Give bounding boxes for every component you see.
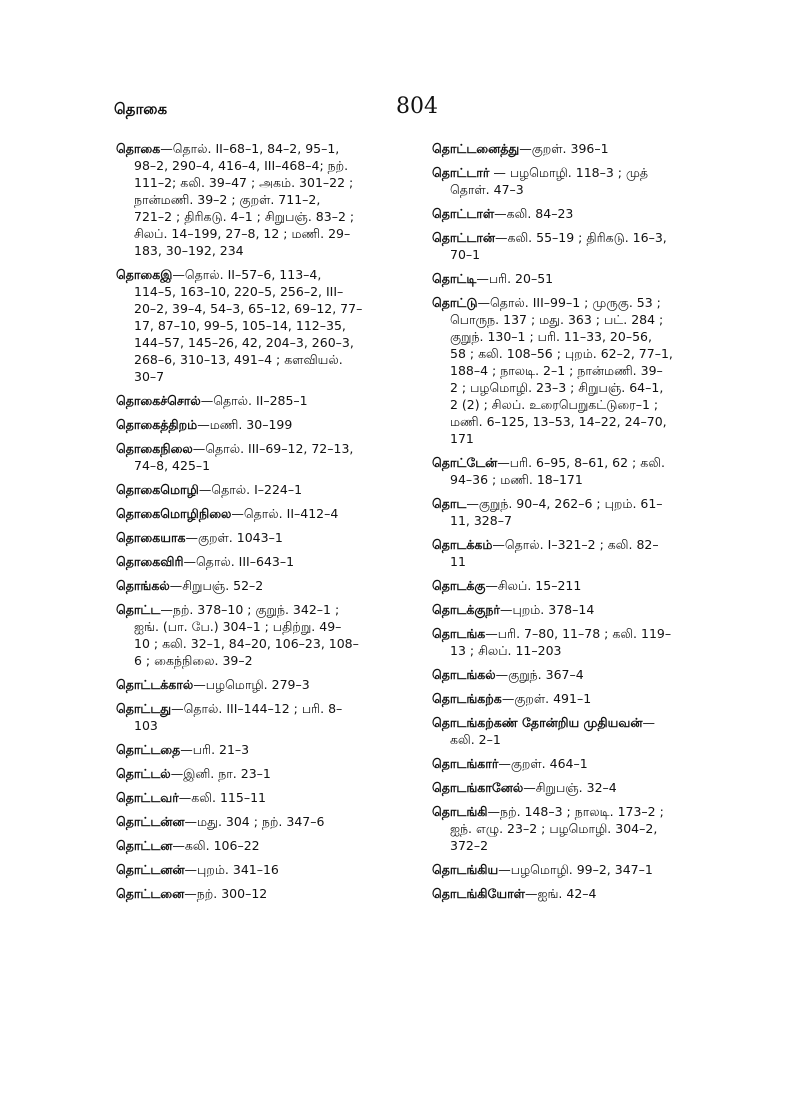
index-entry xyxy=(432,270,720,287)
entry-headword: தொகை xyxy=(116,141,161,156)
index-entry xyxy=(432,779,720,796)
entry-references: — கலி. 2–1 xyxy=(450,715,655,747)
entry-references: —கலி. 115–11 xyxy=(178,790,266,805)
entry-headword: தொடங்கல் xyxy=(432,667,496,682)
entry-headword: தொகையாக xyxy=(116,530,186,545)
entry-headword: தொடங்கியோள் xyxy=(432,886,525,901)
index-entry xyxy=(116,481,398,498)
index-entry xyxy=(432,294,720,447)
entry-headword: தொட்டன xyxy=(116,838,173,853)
running-headword: தொகை xyxy=(114,100,168,118)
index-entry xyxy=(116,416,398,433)
entry-headword: தொட்டார் xyxy=(432,165,490,180)
entry-headword: தொட்ட xyxy=(116,602,161,617)
entry-references: —ஐங். 42–4 xyxy=(524,886,597,901)
entry-references: —கலி. 84–23 xyxy=(494,206,574,221)
index-entry xyxy=(116,440,398,474)
entry-headword: தொடங்கற்க xyxy=(432,691,502,706)
index-entry xyxy=(432,164,720,198)
entry-headword: தொடக்கு xyxy=(432,578,486,593)
entry-headword: தொடங்கற்கண் தோன்றிய முதியவன் xyxy=(432,715,643,730)
entry-references: —தொல். III–643–1 xyxy=(183,554,295,569)
index-entry xyxy=(116,140,398,259)
index-entry xyxy=(116,553,398,570)
entry-references: —பரி. 20–51 xyxy=(476,271,554,286)
entry-headword: தொட்டான் xyxy=(432,230,495,245)
entry-references: — பழமொழி. 118–3 ; முத் தொள். 47–3 xyxy=(450,165,648,197)
entry-references: —தொல். II–285–1 xyxy=(200,393,308,408)
entry-headword: தொட்டக்கால் xyxy=(116,677,194,692)
index-entry xyxy=(432,495,720,529)
entry-references: —நற். 378–10 ; குறுந். 342–1 ; ஐங். (பா. பே.) 304–1 ; பதிற்று. 49– 10 ; கலி. 32–1, 84–20, 106–23, 108– 6 ; கைந்நிலை. 39–2 xyxy=(134,602,359,668)
entry-references: —குறள். 1043–1 xyxy=(185,530,283,545)
index-entry xyxy=(432,205,720,222)
index-entry xyxy=(116,676,398,693)
index-entry xyxy=(432,803,720,854)
entry-headword: தொட்டது xyxy=(116,701,172,716)
index-entry xyxy=(432,577,720,594)
entry-references: —புறம். 341–16 xyxy=(184,862,279,877)
entry-headword: தொட்டனை xyxy=(116,886,185,901)
entry-headword: தொகைமொழி xyxy=(116,482,199,497)
entry-references: —புறம். 378–14 xyxy=(499,602,595,617)
entry-references: —தொல். I–224–1 xyxy=(198,482,303,497)
entry-references: —இனி. நா. 23–1 xyxy=(170,766,271,781)
index-entry xyxy=(116,392,398,409)
entry-headword: தொட்டதை xyxy=(116,742,181,757)
right-column xyxy=(432,140,720,909)
entry-headword: தொடக்குநர் xyxy=(432,602,500,617)
entry-references: —தொல். II–57–6, 113–4, 114–5, 163–10, 220–5, 256–2, III– 20–2, 39–4, 54–3, 65–12, 69–12, 77– 17, 87–10, 99–5, 105–14, 112–35, 144–57, 145–26, 42, 204–3, 260–3, 268–6, 310–13, 491–4 ; களவியல். 30–7 xyxy=(134,267,363,384)
entry-references: —தொல். II–68–1, 84–2, 95–1, 98–2, 290–4, 416–4, III–468–4; நற். 111–2; கலி. 39–47 ; அகம். 301–22 ; நான்மணி. 39–2 ; குறள். 711–2, 721–2 ; திரிகடு. 4–1 ; சிறுபஞ். 83–2 ; சிலப். 14–199, 27–8, 12 ; மணி. 29– 183, 30–192, 234 xyxy=(134,141,355,258)
entry-references: —பழமொழி. 279–3 xyxy=(193,677,310,692)
index-entry xyxy=(432,755,720,772)
entry-headword: தொடங்கானேல் xyxy=(432,780,524,795)
entry-references: —குறள். 396–1 xyxy=(519,141,609,156)
index-entry xyxy=(432,666,720,683)
entry-references: —கலி. 55–19 ; திரிகடு. 16–3, 70–1 xyxy=(450,230,667,262)
index-entry xyxy=(432,229,720,263)
entry-references: —மது. 304 ; நற். 347–6 xyxy=(184,814,325,829)
entry-references: —குறுந். 367–4 xyxy=(495,667,584,682)
entry-headword: தொடங்கி xyxy=(432,804,488,819)
entry-references: —தொல். II–412–4 xyxy=(231,506,339,521)
entry-headword: தொட்டல் xyxy=(116,766,171,781)
entry-references: —குறள். 491–1 xyxy=(501,691,592,706)
entry-references: —தொல். III–144–12 ; பரி. 8– 103 xyxy=(134,701,343,733)
entry-references: —கலி. 106–22 xyxy=(172,838,260,853)
index-entry xyxy=(116,765,398,782)
entry-references: —சிறுபஞ். 32–4 xyxy=(523,780,617,795)
index-entry xyxy=(116,266,398,385)
entry-headword: தொட்டன்ன xyxy=(116,814,185,829)
index-entry xyxy=(432,140,720,157)
entry-headword: தொட்டனைத்து xyxy=(432,141,520,156)
entry-references: —தொல். III–69–12, 72–13, 74–8, 425–1 xyxy=(134,441,354,473)
index-entry xyxy=(116,861,398,878)
index-entry xyxy=(116,741,398,758)
index-entry xyxy=(116,577,398,594)
entry-references: —சிலப். 15–211 xyxy=(485,578,582,593)
index-entry xyxy=(432,690,720,707)
index-entry xyxy=(116,837,398,854)
entry-headword: தொகைநிலை xyxy=(116,441,193,456)
left-column xyxy=(116,140,398,909)
entry-headword: தொங்கல் xyxy=(116,578,170,593)
index-entry xyxy=(116,813,398,830)
entry-headword: தொட்டு xyxy=(432,295,478,310)
index-entry xyxy=(432,625,720,659)
entry-headword: தொடங்கிய xyxy=(432,862,499,877)
entry-headword: தொடங்க xyxy=(432,626,486,641)
index-entry xyxy=(432,454,720,488)
entry-headword: தொகைஇ xyxy=(116,267,173,282)
entry-headword: தொகைச்சொல் xyxy=(116,393,201,408)
entry-references: —பழமொழி. 99–2, 347–1 xyxy=(498,862,653,877)
entry-references: —தொல். I–321–2 ; கலி. 82– 11 xyxy=(450,537,659,569)
entry-references: —குறுந். 90–4, 262–6 ; புறம். 61– 11, 328–7 xyxy=(450,496,663,528)
entry-references: —பரி. 6–95, 8–61, 62 ; கலி. 94–36 ; மணி. 18–171 xyxy=(450,455,665,487)
entry-references: —குறள். 464–1 xyxy=(498,756,588,771)
index-entry xyxy=(116,700,398,734)
index-entry xyxy=(432,885,720,902)
entry-references: —நற். 300–12 xyxy=(184,886,268,901)
entry-references: —தொல். III–99–1 ; முருகு. 53 ; பொருந. 137 ; மது. 363 ; பட். 284 ; குறுந். 130–1 ; பரி. 11–33, 20–56, 58 ; கலி. 108–56 ; புறம். 62–2, 77–1, 188–4 ; நாலடி. 2–1 ; நான்மணி. 39– 2 ; பழமொழி. 23–3 ; சிறுபஞ். 64–1, 2 (2) ; சிலப். உரைபெறுகட்டுரை–1 ; மணி. 6–125, 13–53, 14–22, 24–70, 171 xyxy=(450,295,673,446)
index-entry xyxy=(432,601,720,618)
index-entry xyxy=(116,789,398,806)
entry-headword: தொட்டி xyxy=(432,271,477,286)
entry-references: —பரி. 21–3 xyxy=(180,742,250,757)
entry-references: —மணி. 30–199 xyxy=(197,417,293,432)
entry-headword: தொடங்கார் xyxy=(432,756,499,771)
entry-references: —பரி. 7–80, 11–78 ; கலி. 119– 13 ; சிலப். 11–203 xyxy=(450,626,672,658)
entry-references: —சிறுபஞ். 52–2 xyxy=(169,578,264,593)
index-entry xyxy=(432,861,720,878)
index-entry xyxy=(116,529,398,546)
index-entry xyxy=(116,885,398,902)
entry-headword: தொட xyxy=(432,496,467,511)
index-entry xyxy=(116,505,398,522)
entry-headword: தொகைத்திறம் xyxy=(116,417,198,432)
entry-headword: தொட்டாள் xyxy=(432,206,495,221)
index-entry xyxy=(432,714,720,748)
index-entry xyxy=(432,536,720,570)
entry-headword: தொகைமொழிநிலை xyxy=(116,506,232,521)
entry-headword: தொட்டேன் xyxy=(432,455,498,470)
entry-headword: தொட்டனன் xyxy=(116,862,185,877)
entry-headword: தொடக்கம் xyxy=(432,537,493,552)
entry-headword: தொட்டவர் xyxy=(116,790,179,805)
entry-headword: தொகைவிரி xyxy=(116,554,184,569)
page-number: 804 xyxy=(396,94,438,119)
index-entry xyxy=(116,601,398,669)
entry-references: —நற். 148–3 ; நாலடி. 173–2 ; ஐந். எழு. 23–2 ; பழமொழி. 304–2, 372–2 xyxy=(450,804,664,853)
